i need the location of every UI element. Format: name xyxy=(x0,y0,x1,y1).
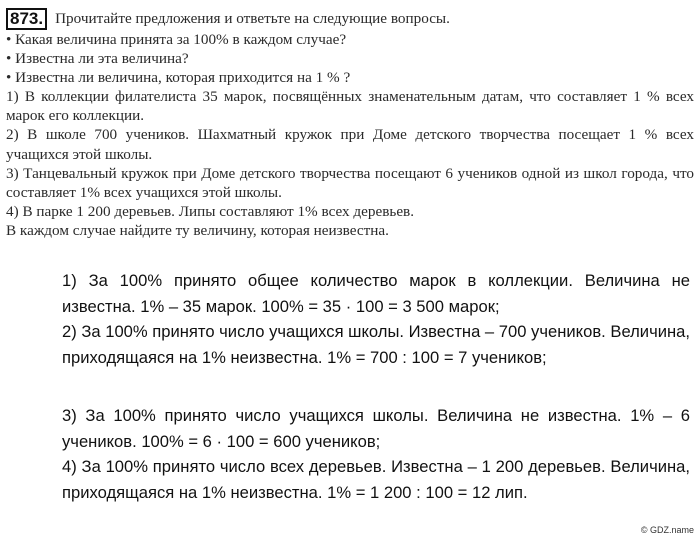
question-1: • Какая величина принята за 100% в каждом случае? xyxy=(6,31,347,48)
task-block xyxy=(6,8,694,240)
answer-block-1 xyxy=(62,268,690,370)
answer-block-2 xyxy=(62,403,690,505)
answer-2: 2) За 100% принято число учащихся школы. Известна – 700 учеников. Величина, приходящаяся на 1% неизвестна. 1% = 700 : 100 = 7 учеников; xyxy=(62,322,690,367)
question-2: • Известна ли эта величина? xyxy=(6,50,189,68)
answer-1: 1) За 100% принято общее количество марок в коллекции. Величина не известна. 1% – 35 марок. 100% = 35 · 100 = 3 500 марок; xyxy=(62,271,690,316)
task-intro: Прочитайте предложения и ответьте на следующие вопросы. xyxy=(55,10,450,28)
answer-3: 3) За 100% принято число учащихся школы. Величина не известна. 1% – 6 учеников. 100% = 6 · 100 = 600 учеников; xyxy=(62,406,690,451)
task-item-1: 1) В коллекции филателиста 35 марок, посвящённых знаменательным датам, что составляет 1 % всех марок его коллекции. xyxy=(6,88,694,125)
question-3: • Известна ли величина, которая приходится на 1 % ? xyxy=(6,69,351,87)
task-closing: В каждом случае найдите ту величину, которая неизвестна. xyxy=(6,221,389,239)
task-item-2: 2) В школе 700 учеников. Шахматный кружок при Доме детского творчества посещает 1 % всех учащихся этой школы. xyxy=(6,126,694,163)
copyright-footer: © GDZ.name xyxy=(640,525,694,535)
task-item-4: 4) В парке 1 200 деревьев. Липы составляют 1% всех деревьев. xyxy=(6,202,415,220)
task-number: 873. xyxy=(6,8,47,30)
answer-4: 4) За 100% принято число всех деревьев. Известна – 1 200 деревьев. Величина, приходящаяся на 1% неизвестна. 1% = 1 200 : 100 = 12 лип. xyxy=(62,457,690,502)
task-header xyxy=(6,8,694,30)
task-item-3: 3) Танцевальный кружок при Доме детского творчества посещают 6 учеников одной из школ города, что составляет 1% всех учащихся этой школы. xyxy=(6,164,694,201)
